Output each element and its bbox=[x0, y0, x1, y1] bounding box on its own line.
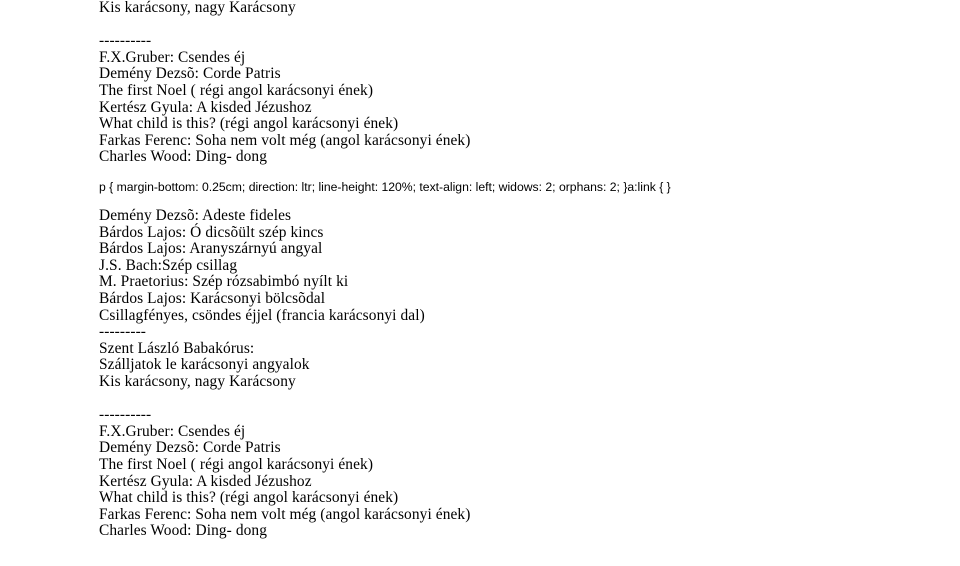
program-line: Demény Dezsõ: Adeste fideles bbox=[99, 207, 292, 224]
program-line: Charles Wood: Ding- dong bbox=[99, 522, 268, 540]
program-line: The first Noel ( régi angol karácsonyi ének) bbox=[99, 455, 374, 473]
program-line: Szálljatok le karácsonyi angyalok bbox=[99, 356, 310, 374]
program-line: F.X.Gruber: Csendes éj bbox=[99, 48, 246, 66]
program-line: Bárdos Lajos: Aranyszárnyú angyal bbox=[99, 240, 323, 258]
program-line: M. Praetorius: Szép rózsabimbó nyílt ki bbox=[99, 273, 349, 291]
program-line: F.X.Gruber: Csendes éj bbox=[99, 422, 246, 440]
program-line: Kertész Gyula: A kisded Jézushoz bbox=[99, 472, 312, 490]
blank-line bbox=[99, 391, 470, 408]
program-line: Charles Wood: Ding- dong bbox=[99, 148, 268, 166]
css-code-text: p { margin-bottom: 0.25cm; direction: ltr; line-height: 120%; text-align: left; widows: 2; orphans: 2; }a:link { } bbox=[99, 180, 671, 194]
program-line: Demény Dezsõ: Corde Patris bbox=[99, 439, 281, 457]
separator-line: ---------- bbox=[99, 406, 152, 424]
program-line: What child is this? (régi angol karácsonyi ének) bbox=[99, 115, 399, 133]
program-line: Kis karácsony, nagy Karácsony bbox=[99, 372, 296, 390]
program-line: Farkas Ferenc: Soha nem volt még (angol karácsonyi ének) bbox=[99, 505, 471, 523]
program-line: What child is this? (régi angol karácsonyi ének) bbox=[99, 489, 399, 507]
program-line: Kertész Gyula: A kisded Jézushoz bbox=[99, 98, 312, 116]
program-line: Farkas Ferenc: Soha nem volt még (angol karácsonyi ének) bbox=[99, 131, 471, 149]
program-list-bottom bbox=[99, 208, 470, 540]
blank-line bbox=[99, 17, 470, 34]
separator-line: --------- bbox=[99, 323, 147, 341]
program-line: Bárdos Lajos: Ó dicsõült szép kincs bbox=[99, 223, 324, 241]
program-line: Kis karácsony, nagy Karácsony bbox=[99, 0, 296, 16]
program-line: Csillagfényes, csöndes éjjel (francia karácsonyi dal) bbox=[99, 306, 425, 324]
program-list-top bbox=[99, 0, 470, 166]
program-line: Bárdos Lajos: Karácsonyi bölcsõdal bbox=[99, 289, 326, 307]
program-line: Szent László Babakórus: bbox=[99, 339, 255, 357]
program-line: J.S. Bach:Szép csillag bbox=[99, 256, 238, 274]
program-line: Demény Dezsõ: Corde Patris bbox=[99, 65, 281, 83]
program-line: The first Noel ( régi angol karácsonyi ének) bbox=[99, 81, 374, 99]
separator-line: ---------- bbox=[99, 32, 152, 50]
